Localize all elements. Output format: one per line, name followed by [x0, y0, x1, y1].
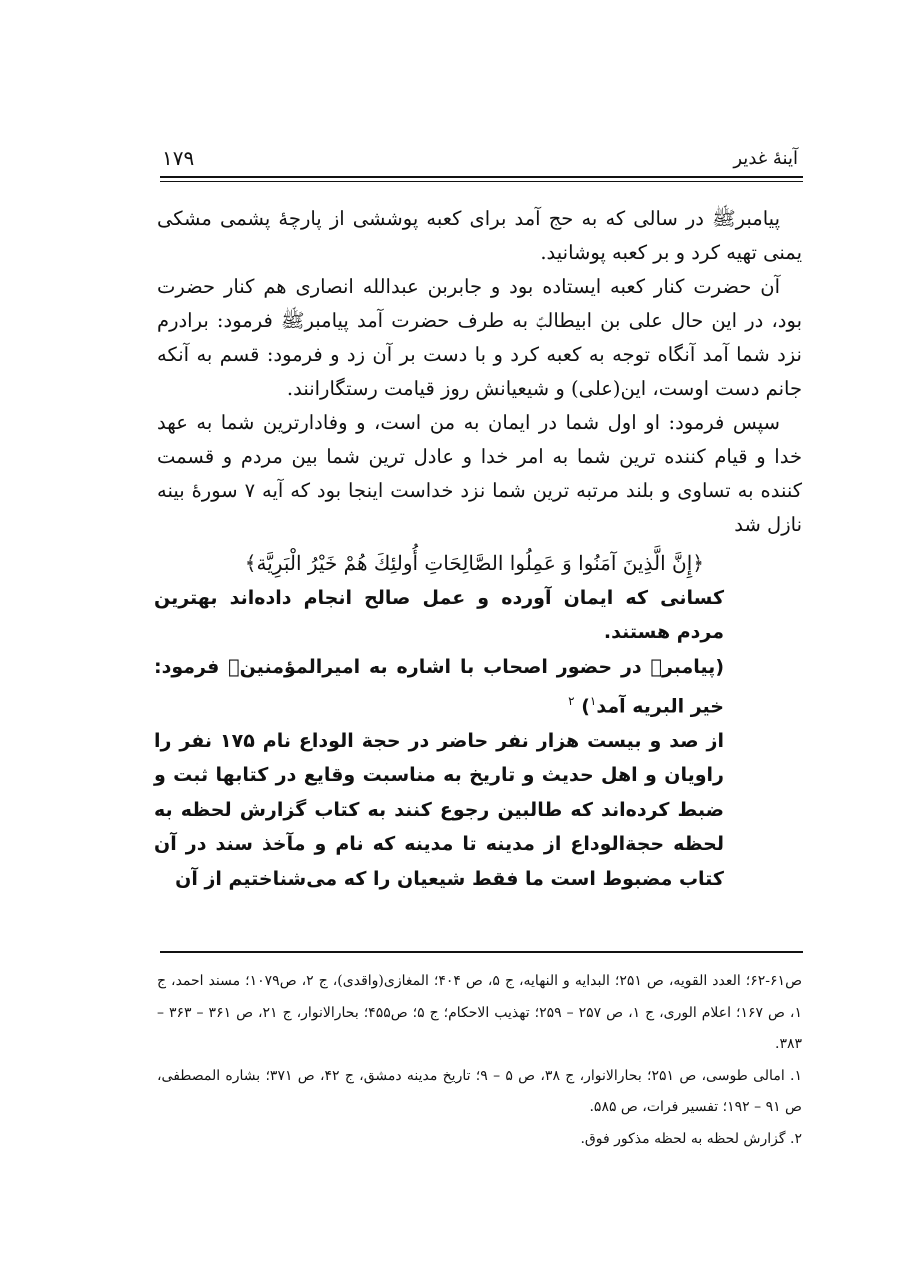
quote-block [154, 546, 724, 896]
footnotes [157, 966, 802, 1155]
running-header-title: آینهٔ غدیر [733, 148, 798, 169]
paragraph-1: پیامبرﷺ در سالی که به حج آمد برای کعبه پوششی از پارچهٔ پشمی مشکی یمنی تهیه کرد و بر کعبه پوشانید. [157, 207, 802, 264]
footnote-1: ۱. امالی طوسی، ص ۲۵۱؛ بحارالانوار، ج ۳۸، ص ۵ – ۹؛ تاریخ مدینه دمشق، ج ۴۲، ص ۳۷۱؛ بشاره المصطفی، ص ۹۱ – ۱۹۲؛ تفسیر فرات، ص ۵۸۵. [157, 1067, 802, 1115]
paragraph-2: آن حضرت کنار کعبه ایستاده بود و جابربن عبدالله انصاری هم کنار حضرت بود، در این حال علی بن ابیطالبؑ به طرف حضرت آمد پیامبرﷺ فرمود: برادرم نزد شما آمد آنگاه توجه به کعبه کرد و با دست بر آن زد و فرمود: قسم به آنکه جانم دست اوست، این(علی) و شیعیانش روز قیامت رستگارانند. [157, 275, 802, 400]
footnote-ref-2[interactable]: ۲ [568, 694, 575, 708]
header-rule-thin [160, 181, 803, 182]
footnote-ref-1[interactable]: ۱ [589, 694, 597, 708]
page-number: ۱۷۹ [162, 146, 195, 170]
verse-translation: کسانی که ایمان آورده و عمل صالح انجام داده‌اند بهترین مردم هستند. [154, 586, 724, 643]
body-text [157, 202, 802, 542]
closing-paren: ) [581, 695, 590, 718]
footnote-2: ۲. گزارش لحظه به لحظه مذکور فوق. [580, 1130, 802, 1147]
footnote-continuation: ص۶۱-۶۲؛ العدد القویه، ص ۲۵۱؛ البدایه و النهایه، ج ۵، ص ۴۰۴؛ المغازی(واقدی)، ج ۲، ص۱۰۷۹؛ مسند احمد، ج ۱، ص ۱۶۷؛ اعلام الوری، ج ۱، ص ۲۵۷ – ۲۵۹؛ تهذیب الاحکام؛ ج ۵؛ ص۴۵۵؛ بحارالانوار، ج ۲۱، ص ۳۶۱ – ۳۶۳ – ۳۸۳. [157, 973, 802, 1052]
prophet-remark-text: (پیامبرﷺ در حضور اصحاب با اشاره به امیرالمؤمنینؑ فرمود: خیر البریه آمد [154, 655, 724, 718]
quote-paragraph: از صد و بیست هزار نفر حاضر در حجة الوداع نام ۱۷۵ نفر را راویان و اهل حدیث و تاریخ به مناسبت وقایع در کتابها ثبت و ضبط کرده‌اند که طالبین رجوع کنند به کتاب گزارش لحظه به لحظه حجةالوداع از مدینه تا مدینه که نام و مآخذ سند در آن کتاب مضبوط است ما فقط شیعیان را که می‌شناختیم از آن [154, 729, 725, 890]
quran-verse: ﴿إِنَّ الَّذِينَ آمَنُوا وَ عَمِلُوا الصَّالِحَاتِ أُولئِكَ هُمْ خَيْرُ الْبَرِيَّة﴾ [244, 551, 704, 575]
paragraph-3: سپس فرمود: او اول شما در ایمان به من است، و وفادارترین شما به عهد خدا و قیام کننده ترین شما به امر خدا و عادل ترین شما بین مردم و قسمت کننده به تساوی و بلند مرتبه ترین شما نزد خداست اینجا بود که آیه ۷ سورهٔ بینه نازل شد [157, 411, 802, 536]
header-rule [160, 176, 803, 178]
footnote-rule [160, 951, 803, 953]
prophet-remark [154, 650, 724, 724]
